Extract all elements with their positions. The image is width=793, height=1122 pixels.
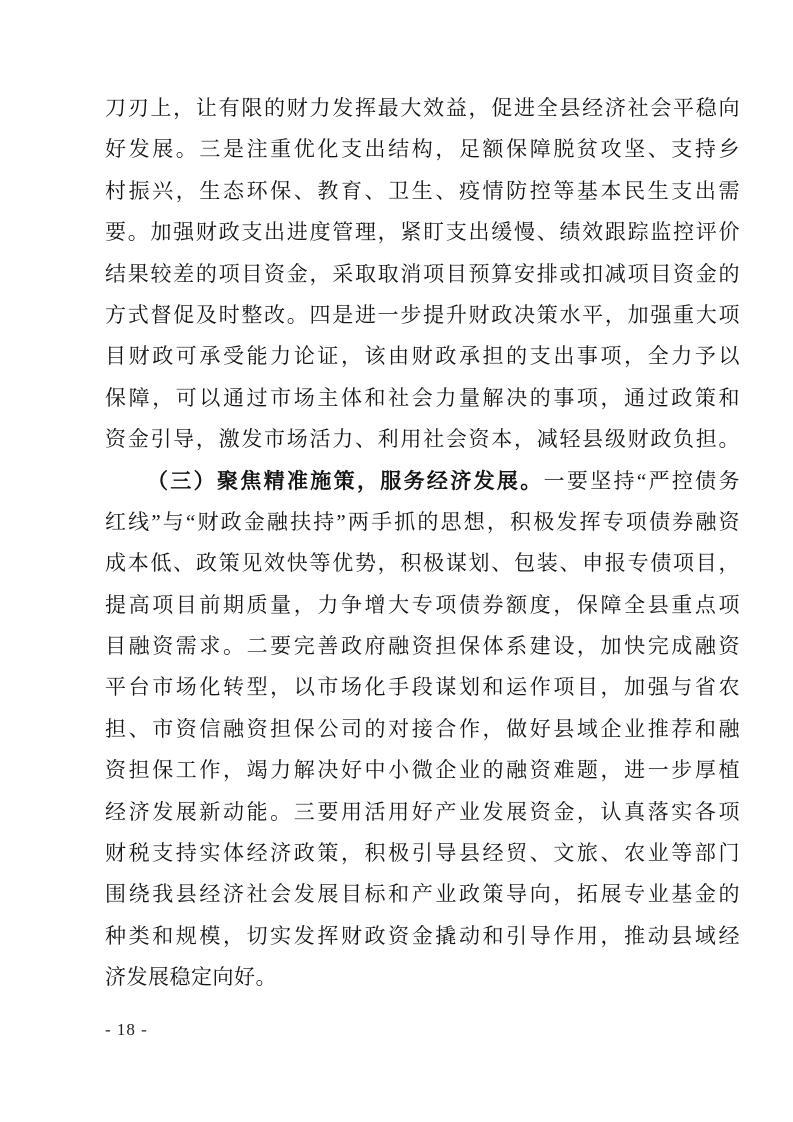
document-body [105,88,740,999]
text-line: 村振兴，生态环保、教育、卫生、疫情防控等基本民生支出需 [105,178,740,203]
text-line: 平台市场化转型，以市场化手段谋划和运作项目，加强与省农 [105,675,740,700]
text-line: 种类和规模，切实发挥财政资金撬动和引导作用，推动县域经 [105,923,740,948]
text-line: 围绕我县经济社会发展目标和产业政策导向，拓展专业基金的 [105,882,740,907]
text-line: 红线”与“财政金融扶持”两手抓的思想，积极发挥专项债券融资 [105,509,740,534]
text-line: 财税支持实体经济政策，积极引导县经贸、文旅、农业等部门 [105,841,740,866]
text-line: 方式督促及时整改。四是进一步提升财政决策水平，加强重大项 [105,302,740,327]
text-line: 提高项目前期质量，力争增大专项债券额度，保障全县重点项 [105,592,740,617]
text-line: 结果较差的项目资金，采取取消项目预算安排或扣减项目资金的 [105,261,740,286]
text-line: 目财政可承受能力论证，该由财政承担的支出事项，全力予以 [105,344,740,369]
text-line: 资担保工作，竭力解决好中小微企业的融资难题，进一步厚植 [105,758,740,783]
text-line: 目融资需求。二要完善政府融资担保体系建设，加快完成融资 [105,634,740,659]
text-line: 保障，可以通过市场主体和社会力量解决的事项，通过政策和 [105,385,740,410]
text-line: 资金引导，激发市场活力、利用社会资本，减轻县级财政负担。 [105,427,740,452]
text-line: 刀刃上，让有限的财力发挥最大效益，促进全县经济社会平稳向 [105,96,740,120]
section-heading: （三）聚焦精准施策，服务经济发展。 [147,468,544,493]
page-number: - 18 - [105,1020,148,1039]
text-line: 要。加强财政支出进度管理，紧盯支出缓慢、绩效跟踪监控评价 [105,220,740,245]
text-line: 担、市资信融资担保公司的对接合作，做好县域企业推荐和融 [105,716,740,741]
text-line: 济发展稳定向好。 [105,965,277,990]
section-heading-rest: 一要坚持“严控债务 [543,468,740,493]
text-line: 成本低、政策见效快等优势，积极谋划、包装、申报专债项目， [105,551,740,576]
text-line: 好发展。三是注重优化支出结构，足额保障脱贫攻坚、支持乡 [105,137,740,162]
text-line: 经济发展新动能。三要用活用好产业发展资金，认真落实各项 [105,799,740,824]
text-line [105,461,740,502]
